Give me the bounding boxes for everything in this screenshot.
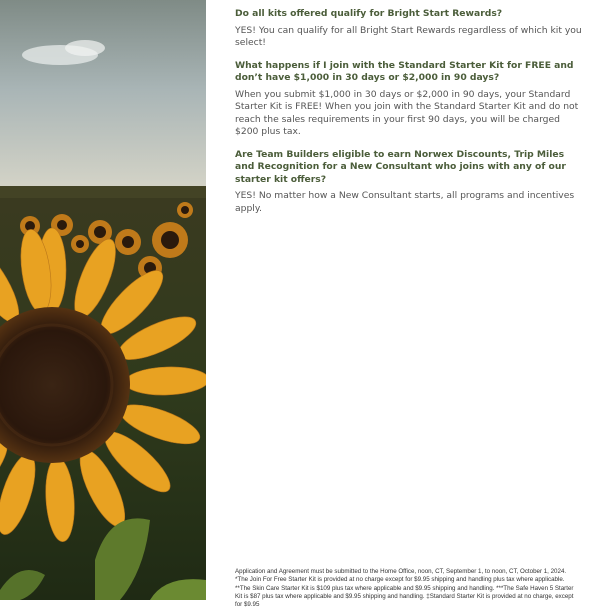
faq-question: What happens if I join with the Standard Starter Kit for FREE and don’t have $1,000 in 30 days or $2,000 in 90 days? [235,59,574,83]
faq-section [235,8,585,225]
faq-item [235,60,585,139]
faq-question: Are Team Builders eligible to earn Norwex Discounts, Trip Miles and Recognition for a New Consultant who joins with any of our starter kit offers? [235,148,566,185]
faq-answer: YES! No matter how a New Consultant starts, all programs and incentives apply. [235,190,575,214]
sunflower-field-photo [0,0,206,600]
faq-item [235,149,585,216]
legal-footnote: Application and Agreement must be submitted to the Home Office, noon, CT, September 1, to noon, CT, October 1, 2024. *The Join For Free Starter Kit is provided at no charge except for $9.95 shipping and handling plus tax where applicable. **The Skin Care Starter Kit is $109 plus tax where applicable and $9.95 shipping and handling. ***The Safe Haven 5 Starter Kit is $87 plus tax where applicable and $9.95 shipping and handling. ‡Standard Starter Kit is provided at no charge, except for $9.95 [235,568,574,609]
faq-answer: YES! You can qualify for all Bright Start Rewards regardless of which kit you select! [235,24,582,48]
faq-answer: When you submit $1,000 in 30 days or $2,000 in 90 days, your Standard Starter Kit is FREE! When you join with the Standard Starter Kit and do not reach the sales requirements in your first 90 days, you will be charged $200 plus tax. [235,88,579,137]
faq-item [235,8,585,50]
faq-question: Do all kits offered qualify for Bright Start Rewards? [235,8,503,19]
